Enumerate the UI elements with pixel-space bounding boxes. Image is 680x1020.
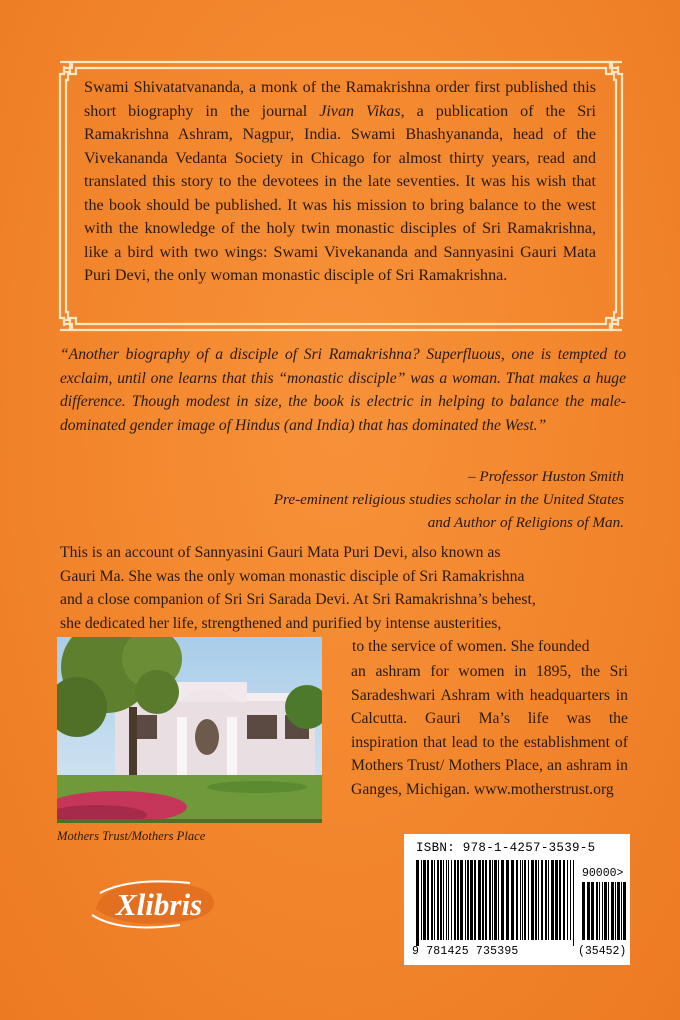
barcode-bar <box>548 860 549 940</box>
attribution-book: and Author of Religions of Man. <box>427 514 624 531</box>
barcode-bar <box>482 860 484 940</box>
barcode-bar <box>506 860 509 940</box>
barcode-bar <box>604 882 607 940</box>
barcode-bar <box>563 860 565 940</box>
barcode-bar <box>591 882 594 940</box>
barcode-bar <box>421 860 422 940</box>
barcode-bar <box>489 860 491 940</box>
endorsement-quote: “Another biography of a disciple of Sri Ramakrishna? Superfluous, one is tempted to exclaim, until one learns that this “monastic disciple” was a woman. That makes a huge difference. Though modest in size, the book is electric in helping to balance the male-dominated gender image of Hindus (and India) that has dominated the West.” <box>60 346 626 434</box>
price-code: 90000> <box>582 867 624 880</box>
barcode-bar <box>460 860 463 940</box>
barcode-bar <box>545 860 547 940</box>
ashram-illustration <box>57 637 322 823</box>
barcode-bar <box>587 882 590 940</box>
barcode-bar <box>602 882 603 940</box>
attribution-title: Pre-eminent religious studies scholar in the United States <box>273 491 624 508</box>
intro-paragraph <box>84 76 596 288</box>
attribution-name: – Professor Huston Smith <box>468 468 624 485</box>
intro-line2-start: published this short biography in the journal <box>84 79 596 120</box>
barcode-bar <box>474 860 476 940</box>
barcode-bar <box>451 860 452 940</box>
barcode-bar <box>443 860 444 940</box>
barcode-bar <box>621 882 622 940</box>
barcode-bar <box>440 860 442 940</box>
photo-caption: Mothers Trust/Mothers Place <box>57 829 206 843</box>
barcode-bar <box>541 860 543 940</box>
publisher-logo <box>90 875 220 935</box>
barcode-bar <box>501 860 504 940</box>
barcode-bar <box>567 860 568 940</box>
barcode-bar <box>528 860 529 940</box>
barcode-bar <box>498 860 499 940</box>
barcode-bar <box>524 860 526 940</box>
body-line-5: to the service of women. She founded <box>352 638 590 655</box>
isbn-label: ISBN: 978-1-4257-3539-5 <box>416 841 596 855</box>
barcode-bar <box>570 860 571 940</box>
barcode-bar <box>485 860 487 940</box>
body-line-4: she dedicated her life, strengthened and purified by intense austerities, <box>60 614 502 632</box>
barcode-bar <box>434 860 435 940</box>
barcode-bar <box>555 860 558 940</box>
barcode-bar <box>446 860 447 940</box>
barcode-bar <box>478 860 481 940</box>
barcode-bar <box>454 860 456 940</box>
barcode-bar <box>551 860 554 940</box>
barcode-bar <box>516 860 518 940</box>
barcode-bar <box>531 860 534 940</box>
barcode-bar <box>617 882 620 940</box>
body-line-3: and a close companion of Sri Sri Sarada Devi. At Sri Ramakrishna’s behest, <box>60 591 536 608</box>
barcode-bar <box>494 860 497 940</box>
barcode-bar <box>538 860 539 940</box>
barcode-bar <box>582 882 585 940</box>
barcode-bar <box>611 882 614 940</box>
barcode-bar <box>448 860 449 940</box>
journal-title: Jivan Vikas <box>319 102 401 120</box>
barcode-bar <box>492 860 493 940</box>
barcode-bar <box>511 860 514 940</box>
barcode-bar <box>470 860 473 940</box>
intro-line1: Swami Shivatatvananda, a monk of the Ramakrishna order first <box>84 79 501 96</box>
barcode-bar <box>437 860 439 940</box>
intro-line2-end: , a publication <box>400 102 509 120</box>
ean-digits: 9 781425 735395 <box>412 945 519 958</box>
price-bars <box>582 882 626 952</box>
body-line-2: Gauri Ma. She was the only woman monastic disciple of Sri Ramakrishna <box>60 567 525 585</box>
barcode-bar <box>465 860 466 940</box>
barcode-bar <box>596 882 598 940</box>
ornamental-frame <box>58 60 624 332</box>
price-digits: (35452) <box>578 945 627 958</box>
barcode-bar <box>623 882 626 940</box>
barcode-bar <box>522 860 523 940</box>
logo-text: Xlibris <box>116 887 203 922</box>
description-right-column: an ashram for women in 1895, the Sri Saradeshwari Ashram with headquarters in Calcutta. Gauri Ma’s life was the inspiration that lead to the establishment of Mothers Trust/ Mothers Place, an ashram in Ganges, Michigan. www.motherstrust.org <box>351 663 628 798</box>
barcode-bar <box>608 882 609 940</box>
barcode-bar <box>615 882 616 940</box>
isbn-barcode <box>404 834 630 965</box>
intro-rest: of the Sri Ramakrishna Ashram, Nagpur, India. Swami Bhashyananda, head of the Vivekananda Vedanta Society in Chicago for almost thirty years, read and translated this story to the devotees in the late seventies. It was his wish that the book should be published. It was his mission to bring balance to the west with the knowledge of the holy twin monastic disciples of Sri Ramakrishna, like a bird with two wings: Swami Vivekananda and Sannyasini Gauri Mata Puri Devi, the only woman monastic disciple of Sri Ramakrishna. <box>84 102 596 284</box>
ean-bars <box>416 860 578 946</box>
barcode-bar <box>457 860 459 940</box>
barcode-bar <box>427 860 429 940</box>
barcode-bar <box>467 860 469 940</box>
ashram-photo <box>57 637 322 823</box>
barcode-bar <box>573 860 574 946</box>
barcode-bar <box>423 860 426 940</box>
barcode-bar <box>535 860 537 940</box>
body-line-1: This is an account of Sannyasini Gauri Mata Puri Devi, also known as <box>60 544 501 561</box>
barcode-bar <box>416 860 419 946</box>
barcode-bar <box>599 882 600 940</box>
quote-attribution <box>124 465 624 534</box>
barcode-bar <box>559 860 561 940</box>
barcode-bar <box>431 860 433 940</box>
barcode-bar <box>520 860 521 940</box>
